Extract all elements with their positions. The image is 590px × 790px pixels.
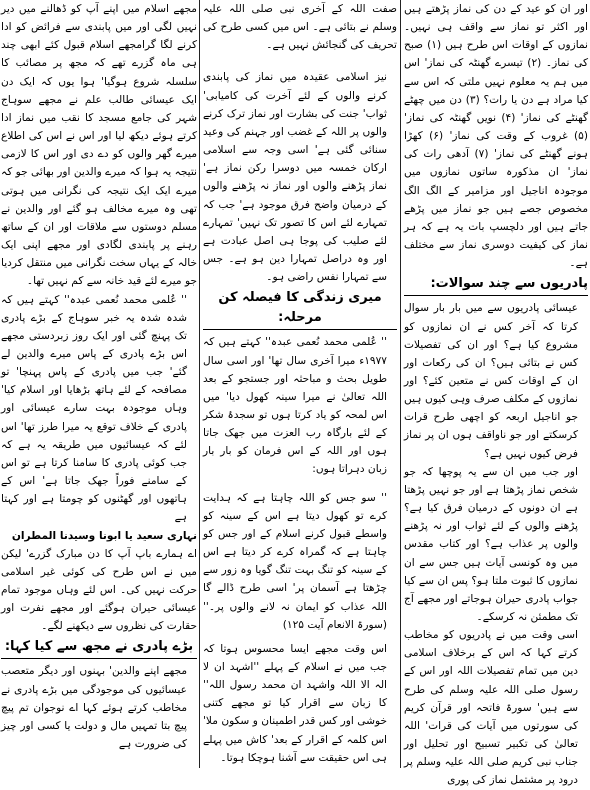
middle-paragraph-3: '' عُلمی محمد نُعمی عبدہ'' کہتے ہیں کہ ۱۹۷۷ء میرا آخری سال تھا' اور اسی سال طویل بحث و مباحثہ اور جستجو کے بعد اللہ تعالیٰ نے میرا سینہ کھول دیا' میں اس لمحہ کو یاد کرتا ہوں تو سجدۂ شکر کے لئے بارگاہ رب العزت میں جھک جاتا ہوں اور اللہ کے اس فرمان کو بار بار زبان دہراتا ہوں: <box>203 336 387 476</box>
left-paragraph-1: مجھے اسلام میں اپنے آپ کو ڈھالنے میں دیر نہیں لگی اور میں پابندی سے فرائض کو ادا کرنے لگا گرامجھے اسلام قبول کئے ابھی چند ہی ماہ گزرے تھے کہ مجھ پر مصائب کا سلسلہ شروع ہوگیا' ہوا یوں کہ ایک دن ایک عیسائی طالب علم نے مجھے سوہاج شہر کی جامع مسجد کا نقب میں نماز ادا کرتے ہوئے دیکھ لیا اور اس نے اس کی اطلاع میرے گھر والوں کو دے دی اور اس کا لازمی نتیجہ یہ ہوا کہ میرے والدین اور بھائی جو کہ میرے ایک ایک نتیجہ کی نگرانی میں ہوتی تھی وہ میرے مخالف ہو گئے اور والدین نے مسلم دوستوں سے ملاقات اور ان کے ساتھ رہنے پر پابندی لگادی اور مجھے اپنی ایک خالہ کے یہاں سخت نگرانی میں منتقل کردیا جو میرے لئے قید خانہ سے کم نہیں تھا۔ <box>1 3 197 288</box>
right-paragraph-2: عیسائی پادریوں سے میں بار بار سوال کرتا کہ آخر کس نے ان نمازوں کو مشروع کیا ہے؟ اور ان کی تفصیلات کس نے بتائی ہیں؟ ان کی رکعات اور ان کے اوقات کس نے متعین کئے؟ اور نمازوں کے مکلف صرف وہی کیوں ہیں جو اناجیل اربعہ کو اچھی طرح قرات کرسکتے اور جو ناواقف ہوں ان پر نماز فرض کیوں نہیں ہے؟ <box>404 302 578 460</box>
middle-paragraph-4: اس وقت مجھے ایسا محسوس ہوتا کہ جب میں نے اسلام کے پہلے ''اشہد ان لا الہ الا اللہ واشہد ان محمد رسول اللہ'' کا زبان سے اقرار کیا تو مجھے کتنی خوشی اور کس قدر اطمینان و سکون ملا' اس کلمہ کے اقرار کے بعد' کاش میں پہلے ہی اس حقیقت سے آشنا ہوچکا ہوتا۔ <box>203 642 387 764</box>
middle-column <box>203 0 397 768</box>
column-divider-right <box>400 0 401 768</box>
right-paragraph-4: اسی وقت میں نے پادریوں کو مخاطب کرتے کہا کہ اس کے برخلاف اسلامی دین میں تمام تفصیلات اللہ اور اس کے رسول صلی اللہ علیہ وسلم کی طرح سے ہیں' سورۃ فاتحہ اور قرآن کریم کی سورتوں میں آیات کی قرات' اللہ تعالیٰ کی تکبیر تسبیح اور تحلیل اور جناب نبی کریم صلی اللہ علیہ وسلم پر درود پر مشتمل نماز کی پوری <box>404 629 578 787</box>
right-paragraph-1: اور ان کو عید کے دن کی نماز پڑھتے ہیں اور اکثر تو نماز سے واقف ہی نہیں۔ نمازوں کے اوقات اس طرح ہیں (۱) صبح کی نماز۔ (۲) تیسرے گھنٹہ کی نماز' اس میں ہم یہ معلوم نہیں ملتی کہ اس سے کیا مراد ہے دن یا رات؟ (۳) دن میں چھٹے گھنٹے کی نماز' (۴) نویں گھنٹہ کی نماز' (۵) غروب کے وقت کی نماز' (۶) کھڑا ہونے گھنٹے کی نماز' (۷) آدھی رات کی نماز' ان مذکورہ ساتوں نمازوں میں موجودہ اناجیل اور مزامیر کے الگ الگ مخصوص جصے ہیں جو نماز میں پڑھے جاتے ہیں اور دلچسپ بات یہ ہے کہ ہر نماز کی کیفیت دوسری نماز سے مختلف ہے۔ <box>404 3 589 270</box>
section-heading-decisive-stage: میری زندگی کا فیصلہ کن مرحلہ: <box>203 288 397 330</box>
section-heading-priest-questions: پادریوں سے چند سوالات: <box>404 274 588 296</box>
left-column <box>1 0 197 768</box>
right-paragraph-3: اور جب میں ان سے یہ پوچھا کہ جو شخص نماز پڑھتا ہے اور جو نہیں پڑھتا ہے ان دونوں کے درمیان فرق کیا ہے؟ پڑھنے والوں کے لئے ثواب اور نہ پڑھنے والوں پر عذاب ہے؟ اور کتاب مقدس میں وہ کونسی آیات ہیں جس سے ان نمازوں کا ثبوت ملتا ہو؟ پس ان سے کیا جواب پادری حیران ہوجاتے اور مجھے آج تک مطمئن نہ کرسکے۔ <box>404 465 578 623</box>
quran-quote: '' سو جس کو اللہ چاہتا ہے کہ ہدایت کرے تو کھول دیتا ہے اس کے سینہ کو واسطے قبول کرنے اسلام کے اور جس کو چاہتا ہے کہ گمراہ کرے کر دیتا ہے اس کے سینہ کو تنگ بہت تنگ گویا وہ زور سے چڑھتا ہے آسمان پر' اسی طرح ڈالے گا اللہ عذاب کو ایمان نہ لانے والوں پر۔'' (سورۃ الانعام آیت ۱۲۵) <box>203 491 387 631</box>
left-paragraph-2-cont: اے ہمارے باپ آپ کا دن مبارک گزرے' لیکن میں نے اس طرح کی کوئی غیر اسلامی حرکت نہیں کی۔ اس لئے وہاں موجود تمام عیسائی حیران ہوگئے اور مجھے نفرت اور حقارت کی نظروں سے دیکھنے لگے۔ <box>1 547 197 633</box>
right-column <box>404 0 589 787</box>
left-paragraph-2: '' عُلمی محمد نُعمی عبدہ'' کہتے ہیں کہ شدہ شدہ یہ خبر سوہاج کے بڑے پادری تک پہنچ گئی اور ایک روز زبردستی مجھے اس بڑے پادری کے پاس میرے والدین لے گئے' جب میں پادری کے پاس پہنچا' تو مصافحہ کے لئے ہاتھ بڑھایا اور اسلام کیا' وہاں موجودہ بہت سارے عیسائی اور پادری کے خلاف توقع یہ میرا طرز تھا' اس لئے کہ عیسائیوں میں طریقہ یہ ہے کہ جب کوئی پادری کا سامنا کرتا ہے تو اس کے سامنے فوراً جھک جاتا ہے' اس کے ہاتھوں اور گھٹنوں کو چومتا ہے اور کہتا ہے <box>1 293 187 524</box>
section-heading-big-priest: بڑے پادری نے مجھ سے کیا کہا: <box>1 637 197 659</box>
column-divider-left <box>199 0 200 768</box>
left-paragraph-3: مجھے اپنے والدین' بہنوں اور دیگر متعصب عیسائیوں کی موجودگی میں بڑے پادری نے مخاطب کرتے ہوئے کہا اے نوجوان تم پیچ پیچ بتا تمہیں مال و دولت یا کسی اور چیز کی ضرورت ہے <box>1 665 187 751</box>
middle-paragraph-2: نیز اسلامی عقیدہ میں نماز کی پابندی کرنے والوں کے لئے آخرت کی کامیابی' ثواب' جنت کی بشارت اور نماز ترک کرنے والوں پر اللہ کے غضب اور جہنم کی وعید سنائی گئی ہے' اسی وجہ سے اسلامی ارکان خمسہ میں دوسرا رکن نماز ہے' نماز پڑھنے والوں اور نماز نہ پڑھنے والوں کے درمیان واضح فرق موجود ہے' جب کہ تمہارے لئے اس کا تصور تک نہیں' تمہارے لئے صلیب کی پوجا ہی اصل عبادت ہے اور وہ دراصل تمہارا دین ہو ہے۔ جس سے تمہارا نفس راضی ہو۔ <box>203 71 387 284</box>
middle-paragraph-1: صفت اللہ کے آخری نبی صلی اللہ علیہ وسلم نے بتائی ہے۔ اس میں کسی طرح کی تحریف کی گنجائش نہیں ہے۔ <box>203 3 397 52</box>
arabic-greeting: نہاری سعید یا ابونا وسیدنا المطران <box>11 529 197 542</box>
